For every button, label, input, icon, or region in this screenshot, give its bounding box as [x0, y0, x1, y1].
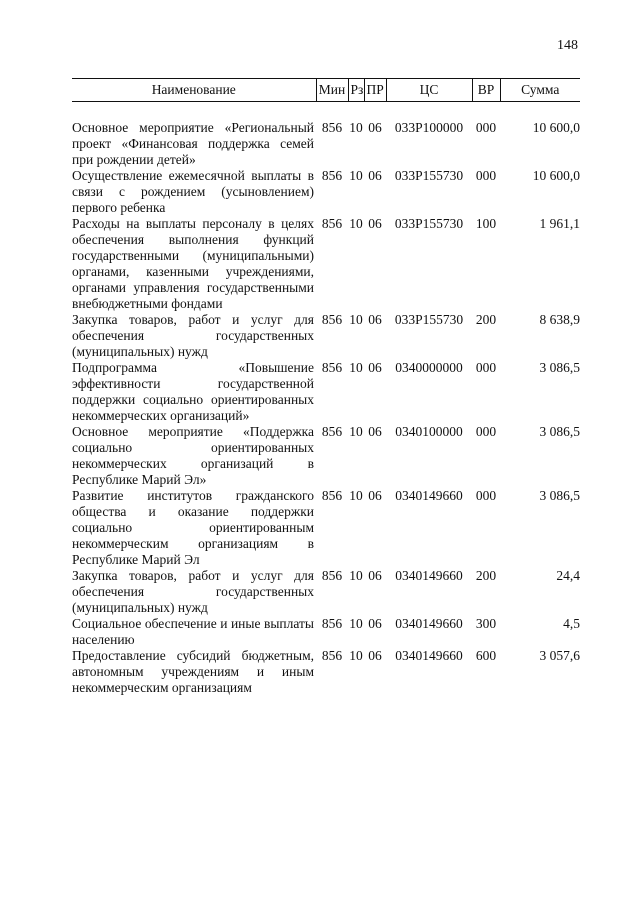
row-sum: 3 086,5 [539, 488, 580, 503]
row-rz: 10 [349, 216, 363, 231]
row-rz: 10 [349, 488, 363, 503]
row-name: Развитие институтов гражданского общества и оказание поддержки социально ориентированным некоммерческим организациям в Республике Марий Эл [72, 488, 314, 567]
table-row [72, 568, 580, 616]
row-rz: 10 [349, 360, 363, 375]
row-rz: 10 [349, 568, 363, 583]
row-sum: 3 086,5 [539, 424, 580, 439]
header-name: Наименование [72, 79, 316, 102]
row-sum: 24,4 [556, 568, 580, 583]
row-name: Закупка товаров, работ и услуг для обеспечения государственных (муниципальных) нужд [72, 312, 314, 359]
row-name: Социальное обеспечение и иные выплаты населению [72, 616, 314, 647]
row-sum: 4,5 [563, 616, 580, 631]
row-min: 856 [321, 424, 343, 439]
row-rz: 10 [349, 616, 363, 631]
row-min: 856 [321, 488, 343, 503]
row-name: Расходы на выплаты персоналу в целях обеспечения выполнения функций государственными (муниципальными) органами, казенными учреждениями, органами управления государственными внебюджетными фондами [72, 216, 314, 311]
header-rz: Рз [348, 79, 364, 102]
row-vr: 200 [475, 312, 497, 327]
table-row [72, 360, 580, 424]
row-sum: 10 600,0 [532, 120, 580, 135]
row-pr: 06 [368, 216, 382, 231]
row-cs: 033P155730 [394, 168, 464, 183]
table-row [72, 216, 580, 312]
row-pr: 06 [368, 648, 382, 663]
row-min: 856 [321, 216, 343, 231]
row-pr: 06 [368, 568, 382, 583]
table-row [72, 488, 580, 568]
row-cs: 0340149660 [395, 568, 463, 583]
row-pr: 06 [368, 120, 382, 135]
row-sum: 10 600,0 [532, 168, 580, 183]
row-min: 856 [321, 120, 343, 135]
header-vr: ВР [472, 79, 500, 102]
table-row [72, 168, 580, 216]
row-name: Закупка товаров, работ и услуг для обеспечения государственных (муниципальных) нужд [72, 568, 314, 615]
table-row [72, 312, 580, 360]
row-vr: 200 [475, 568, 497, 583]
row-sum: 1 961,1 [539, 216, 580, 231]
row-rz: 10 [349, 424, 363, 439]
row-sum: 3 086,5 [539, 360, 580, 375]
row-vr: 000 [475, 360, 497, 375]
row-pr: 06 [368, 312, 382, 327]
row-name: Подпрограмма «Повышение эффективности государственной поддержки социально ориентированных некоммерческих организаций» [72, 360, 314, 423]
header-min: Мин [316, 79, 348, 102]
row-name: Предоставление субсидий бюджетным, автономным учреждениям и иным некоммерческим организациям [72, 648, 314, 695]
row-cs: 0340100000 [395, 424, 463, 439]
spacer-row [72, 102, 580, 121]
row-rz: 10 [349, 312, 363, 327]
page-number: 148 [557, 38, 578, 53]
row-sum: 3 057,6 [539, 648, 580, 663]
header-pr: ПР [364, 79, 386, 102]
row-name: Осуществление ежемесячной выплаты в связи с рождением (усыновлением) первого ребенка [72, 168, 314, 215]
row-sum: 8 638,9 [539, 312, 580, 327]
row-name: Основное мероприятие «Поддержка социально ориентированных некоммерческих организаций в Республике Марий Эл» [72, 424, 314, 487]
row-min: 856 [321, 568, 343, 583]
row-min: 856 [321, 360, 343, 375]
row-name: Основное мероприятие «Региональный проект «Финансовая поддержка семей при рождении детей» [72, 120, 314, 167]
row-pr: 06 [368, 168, 382, 183]
row-pr: 06 [368, 424, 382, 439]
row-rz: 10 [349, 648, 363, 663]
row-cs: 0340149660 [395, 488, 463, 503]
table-row [72, 648, 580, 696]
row-min: 856 [321, 312, 343, 327]
row-min: 856 [321, 616, 343, 631]
row-rz: 10 [349, 168, 363, 183]
row-cs: 033P100000 [394, 120, 464, 135]
header-row [72, 79, 580, 102]
row-pr: 06 [368, 360, 382, 375]
row-vr: 100 [475, 216, 497, 231]
row-vr: 300 [475, 616, 497, 631]
row-pr: 06 [368, 616, 382, 631]
header-sum: Сумма [500, 79, 580, 102]
budget-table [72, 78, 580, 696]
row-min: 856 [321, 648, 343, 663]
table-row [72, 120, 580, 168]
row-min: 856 [321, 168, 343, 183]
row-cs: 0340149660 [395, 648, 463, 663]
row-cs: 0340149660 [395, 616, 463, 631]
row-vr: 000 [475, 424, 497, 439]
table-row [72, 424, 580, 488]
row-cs: 033P155730 [394, 216, 464, 231]
table-row [72, 616, 580, 648]
row-vr: 000 [475, 488, 497, 503]
row-rz: 10 [349, 120, 363, 135]
row-vr: 000 [475, 120, 497, 135]
header-cs: ЦС [386, 79, 472, 102]
row-pr: 06 [368, 488, 382, 503]
row-cs: 033P155730 [394, 312, 464, 327]
row-vr: 600 [475, 648, 497, 663]
row-vr: 000 [475, 168, 497, 183]
row-cs: 0340000000 [395, 360, 463, 375]
